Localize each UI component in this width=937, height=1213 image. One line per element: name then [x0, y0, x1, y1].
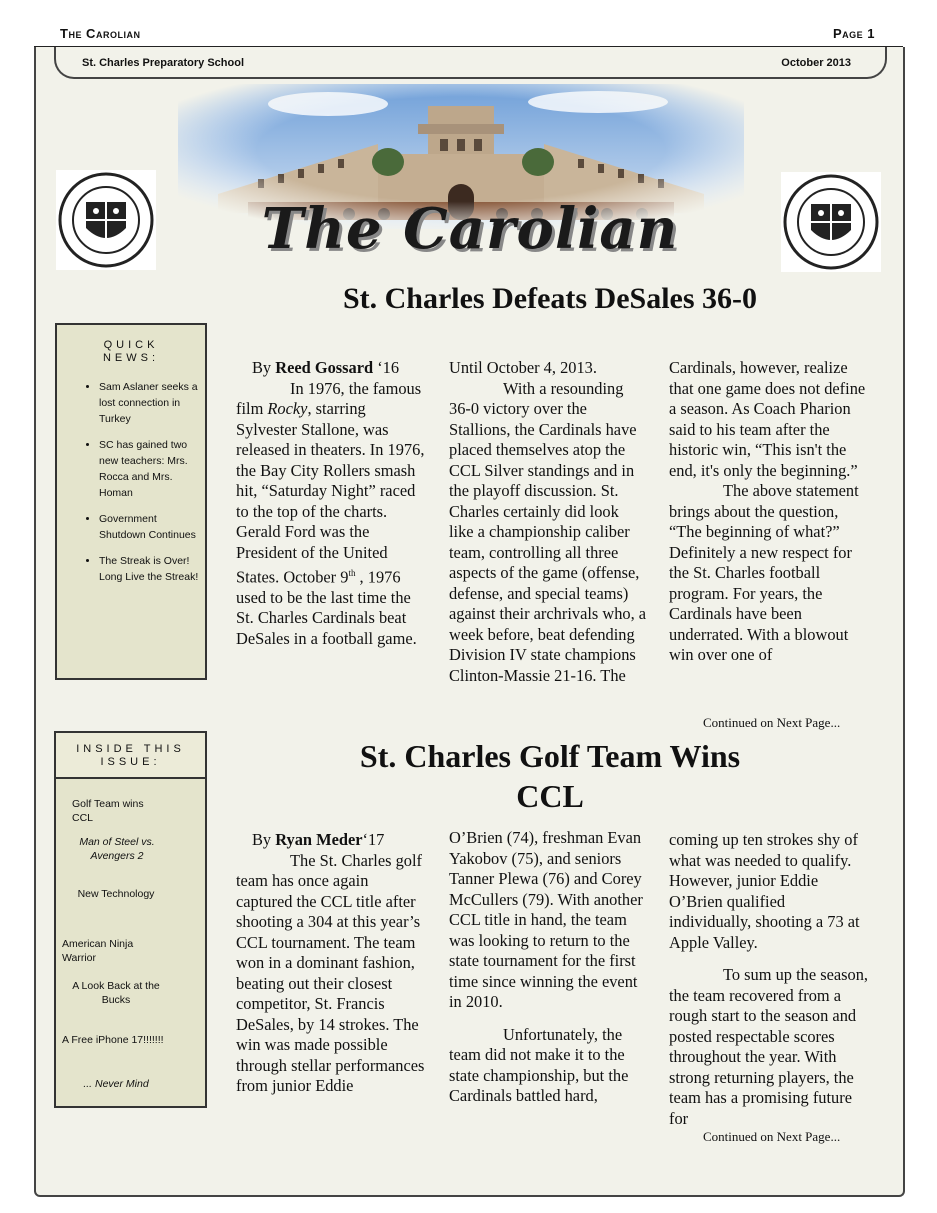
article1-paragraph-4: The above statement brings about the question, “The beginning of what?” Definitely a new respect for the St. Charles football program. For years, the Cardinals have been underrated. With a blowout win over one of	[669, 481, 859, 664]
inside-issue-title	[56, 733, 205, 779]
quick-news-list	[57, 379, 203, 595]
title-line: ISSUE:	[100, 756, 161, 768]
film-title: Rocky	[267, 399, 308, 418]
article1-paragraph-1	[236, 379, 426, 650]
article1-lead: Until October 4, 2013.	[449, 358, 597, 377]
inside-this-issue-box	[54, 731, 207, 1108]
article1-paragraph-2: With a resounding 36-0 victory over the Stallions, the Cardinals have placed themselves atop the CCL Silver standings and in the playoff discussion. St. Charles certainly did look like a championship caliber team, controlling all three aspects of the game (offense, defense, and special teams) against their archrivals who, a week before, beat defending Division IV state champions Clinton-Massie 21-16. The	[449, 378, 647, 685]
text-run: , 1976 used to be the last time the St. Charles Cardinals beat DeSales in a football game.	[236, 567, 417, 648]
article1-headline: St. Charles Defeats DeSales 36-0	[342, 282, 758, 315]
article2-paragraph-5: To sum up the season, the team recovered from a rough start to the season and posted respectable scores throughout the year. With strong returning players, the team has a promising future for	[669, 965, 868, 1128]
article1-column-3	[669, 358, 869, 666]
running-header-title: The Carolian	[60, 26, 141, 41]
article1-continued-link[interactable]: Continued on Next Page...	[703, 715, 841, 730]
text-run: , starring Sylvester Stallone, was released in theaters. In 1976, the Bay City Rollers smash hit, “Saturday Night” raced to the top of the charts. Gerald Ford was the President of the United States. October 9	[236, 399, 425, 587]
article2-continued-link[interactable]: Continued on Next Page...	[703, 1129, 841, 1144]
toc-item-iphone[interactable]: A Free iPhone 17!!!!!!!	[62, 1034, 164, 1046]
article1-byline	[236, 358, 426, 379]
article2-column-1	[236, 830, 426, 1097]
article2-paragraph-1: The St. Charles golf team has once again captured the CCL title after shooting a 304 at this year’s CCL tournament. The team won in a dominant fashion, beating out their closest competitor, St. Francis DeSales, by 14 strokes. The win was made possible through stellar performances from junior Eddie	[236, 850, 425, 1095]
toc-item-bucks[interactable]: A Look Back at the Bucks	[72, 980, 160, 1006]
article2-headline	[236, 736, 864, 816]
newspaper-title: The Carolian	[261, 196, 679, 262]
title-line: QUICK	[103, 339, 159, 351]
issue-date: October 2013	[781, 57, 851, 69]
article1-author: Reed Gossard	[275, 358, 374, 377]
byline-year: ‘16	[373, 358, 400, 377]
quick-news-item: • SC has gained two new teachers: Mrs. Rocca and Mrs. Homan	[99, 437, 203, 501]
quick-news-box	[55, 323, 207, 680]
quick-news-item: • The Streak is Over! Long Live the Streak!	[99, 553, 203, 585]
article1-paragraph-3: Cardinals, however, realize that one game does not define a season. As Coach Pharion said to his team after the historic win, “This isn't the end, it's only the beginning.”	[669, 358, 866, 480]
page-number: Page 1	[832, 26, 875, 41]
title-line: INSIDE THIS	[76, 743, 185, 755]
toc-item-golf[interactable]: Golf Team wins CCL	[72, 798, 144, 824]
headline-line: CCL	[516, 778, 584, 814]
byline-prefix: By	[252, 358, 276, 377]
text-run: In 1976, the famous film	[236, 378, 422, 418]
headline-line: St. Charles Golf Team Wins	[359, 738, 741, 774]
article2-byline	[236, 830, 426, 851]
school-name: St. Charles Preparatory School	[82, 57, 244, 69]
article1-column-1	[236, 358, 426, 649]
article1-column-2	[449, 358, 647, 686]
article2-paragraph-3: Unfortunately, the team did not make it to the state championship, but the Cardinals battled hard,	[449, 1024, 629, 1105]
toc-item-never-mind[interactable]: ... Never Mind	[83, 1078, 149, 1090]
article2-author: Ryan Meder	[275, 830, 363, 849]
toc-item-ninja-warrior[interactable]: American Ninja Warrior	[62, 938, 134, 964]
school-seal-right	[781, 172, 881, 272]
quick-news-title	[57, 339, 205, 365]
byline-year: ‘17	[362, 830, 385, 849]
title-line: NEWS:	[102, 352, 160, 364]
article2-column-2	[449, 828, 647, 1107]
quick-news-item: • Sam Aslaner seeks a lost connection in Turkey	[99, 379, 203, 427]
byline-prefix: By	[252, 830, 276, 849]
quick-news-item: • Government Shutdown Continues	[99, 511, 203, 543]
article2-column-3	[669, 830, 869, 1129]
article2-paragraph-2: O’Brien (74), freshman Evan Yakobov (75), and seniors Tanner Plewa (76) and Corey McCullers (79). With another CCL title in hand, the team was looking to return to the state tournament for the first time since winning the event in 2010.	[449, 828, 643, 1011]
toc-item-man-of-steel[interactable]: Man of Steel vs. Avengers 2	[79, 836, 155, 862]
article2-paragraph-4: coming up ten strokes shy of what was needed to qualify. However, junior Eddie O’Brien qualified individually, shooting a 73 at Apple Valley.	[669, 830, 860, 952]
school-seal-left	[56, 170, 156, 270]
ordinal-suffix: th	[348, 568, 356, 578]
toc-item-new-technology[interactable]: New Technology	[77, 888, 155, 900]
